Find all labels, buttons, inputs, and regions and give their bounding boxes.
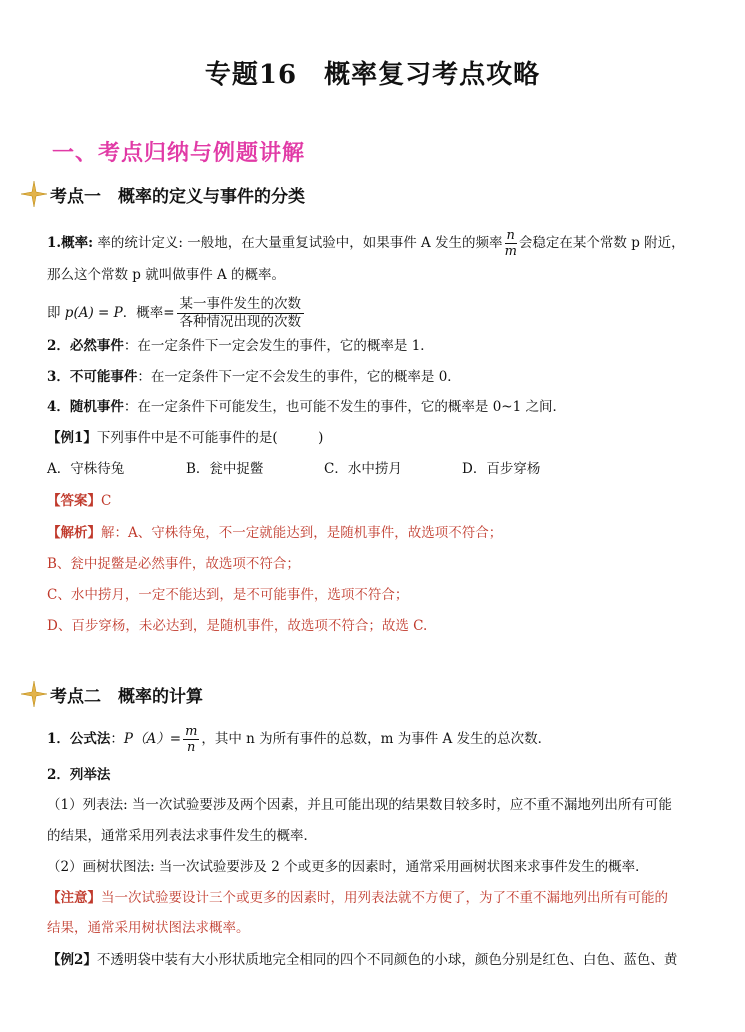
- enumeration-label: 2．列举法: [47, 767, 111, 783]
- answer: 【答案】C: [47, 493, 112, 509]
- random-event: 4．随机事件：在一定条件下可能发生，也可能不发生的事件，它的概率是 0~1 之间．: [47, 399, 566, 415]
- probability-fraction: 某一事件发生的次数 各种情况出现的次数: [177, 296, 305, 331]
- star-icon: [20, 180, 48, 208]
- analysis-line: 【解析】解：A、守株待兔，不一定就能达到，是随机事件，故选项不符合；: [47, 525, 503, 541]
- kaodian1-heading: 考点一 概率的定义与事件的分类: [50, 187, 305, 207]
- formula-fraction: $\frac{m}{n}$: [185, 724, 198, 755]
- note-line2: 结果，通常采用树状图法求概率。: [47, 920, 250, 936]
- list-method-line2: 的结果，通常采用列表法求事件发生的概率．: [47, 828, 317, 844]
- example1-question: 【例1】下列事件中是不可能事件的是( ): [47, 430, 324, 446]
- analysis-line: B、瓮中捉鳖是必然事件，故选项不符合；: [47, 556, 300, 572]
- page-title: 专题16 概率复习考点攻略: [204, 60, 541, 90]
- example2-question: 【例2】不透明袋中装有大小形状质地完全相同的四个不同颜色的小球，颜色分别是红色、白色、蓝色、黄: [47, 952, 678, 968]
- tree-method: （2）画树状图法: 当一次试验要涉及 2 个或更多的因素时，通常采用画树状图来求事件发生的概率．: [47, 859, 649, 875]
- definition-label: 1.概率:: [47, 235, 94, 251]
- definition-line2: 那么这个常数 p 就叫做事件 A 的概率。: [47, 267, 286, 283]
- certain-event: 2．必然事件：在一定条件下一定会发生的事件，它的概率是 1．: [47, 338, 434, 354]
- option-d: D．百步穿杨: [462, 461, 541, 477]
- frequency-fraction: $\frac{n}{m}$: [504, 228, 517, 259]
- option-a: A．守株待兔: [47, 461, 125, 477]
- list-method-line1: （1）列表法: 当一次试验要涉及两个因素，并且可能出现的结果数目较多时，应不重不漏地列出所有可能: [47, 797, 672, 813]
- definition-text: 率的统计定义: 一般地，在大量重复试验中，如果事件 A 发生的频率: [93, 235, 503, 251]
- analysis-line: D、百步穿杨，未必达到，是随机事件，故选项不符合；故选 C.: [47, 618, 428, 634]
- section-heading: 一、考点归纳与例题讲解: [52, 141, 306, 166]
- definition-line1: 1.概率: 率的统计定义: 一般地，在大量重复试验中，如果事件 A 发生的频率 $\frac{n}{m}$ 会稳定在某个常数 p 附近，: [47, 228, 685, 259]
- formula-method: 1．公式法：P（A）= $\frac{m}{n}$ ，其中 n 为所有事件的总数，m 为事件 A 发生的总次数．: [47, 724, 552, 755]
- analysis-line: C、水中捞月，一定不能达到，是不可能事件，选项不符合；: [47, 587, 409, 603]
- option-c: C．水中捞月: [324, 461, 402, 477]
- probability-formula: 即 p(A) = P．概率= 某一事件发生的次数 各种情况出现的次数: [47, 296, 306, 331]
- impossible-event: 3．不可能事件：在一定条件下一定不会发生的事件，它的概率是 0．: [47, 369, 461, 385]
- note-line1: 【注意】当一次试验要设计三个或更多的因素时，用列表法就不方便了，为了不重不漏地列出所有可能的: [47, 890, 668, 906]
- kaodian2-heading: 考点二 概率的计算: [50, 687, 203, 707]
- star-icon: [20, 680, 48, 708]
- option-b: B．瓮中捉鳖: [186, 461, 264, 477]
